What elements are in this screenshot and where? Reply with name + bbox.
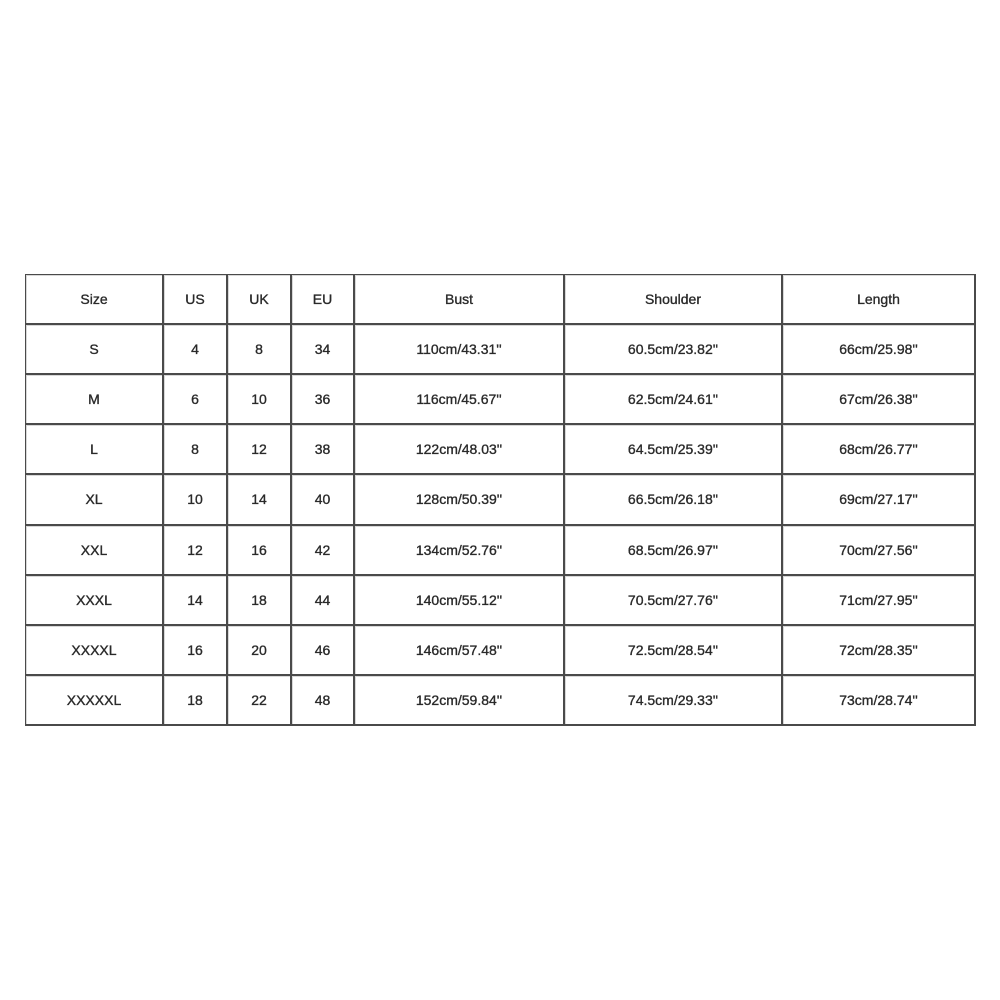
cell-length: 71cm/27.95'' bbox=[783, 576, 976, 626]
table-row bbox=[26, 626, 976, 676]
cell-size: M bbox=[26, 375, 164, 425]
size-chart-table bbox=[25, 274, 976, 726]
cell-us: 16 bbox=[164, 626, 228, 676]
cell-size: L bbox=[26, 425, 164, 475]
cell-bust: 128cm/50.39'' bbox=[355, 475, 565, 525]
cell-us: 14 bbox=[164, 576, 228, 626]
header-bust: Bust bbox=[355, 275, 565, 325]
cell-shoulder: 60.5cm/23.82'' bbox=[565, 325, 783, 375]
cell-uk: 20 bbox=[228, 626, 292, 676]
header-row bbox=[26, 275, 976, 325]
cell-eu: 40 bbox=[292, 475, 355, 525]
cell-us: 6 bbox=[164, 375, 228, 425]
cell-eu: 38 bbox=[292, 425, 355, 475]
cell-uk: 8 bbox=[228, 325, 292, 375]
header-uk: UK bbox=[228, 275, 292, 325]
cell-shoulder: 72.5cm/28.54'' bbox=[565, 626, 783, 676]
cell-size: XXL bbox=[26, 526, 164, 576]
cell-bust: 152cm/59.84'' bbox=[355, 676, 565, 726]
cell-size: XXXXL bbox=[26, 626, 164, 676]
cell-bust: 140cm/55.12'' bbox=[355, 576, 565, 626]
cell-shoulder: 62.5cm/24.61'' bbox=[565, 375, 783, 425]
table-row bbox=[26, 576, 976, 626]
table-row bbox=[26, 325, 976, 375]
table-row bbox=[26, 375, 976, 425]
cell-length: 72cm/28.35'' bbox=[783, 626, 976, 676]
cell-size: XL bbox=[26, 475, 164, 525]
header-shoulder: Shoulder bbox=[565, 275, 783, 325]
cell-length: 69cm/27.17'' bbox=[783, 475, 976, 525]
cell-eu: 44 bbox=[292, 576, 355, 626]
cell-us: 10 bbox=[164, 475, 228, 525]
header-size: Size bbox=[26, 275, 164, 325]
cell-bust: 134cm/52.76'' bbox=[355, 526, 565, 576]
cell-length: 68cm/26.77'' bbox=[783, 425, 976, 475]
header-length: Length bbox=[783, 275, 976, 325]
table-row bbox=[26, 676, 976, 726]
cell-bust: 116cm/45.67'' bbox=[355, 375, 565, 425]
cell-eu: 36 bbox=[292, 375, 355, 425]
cell-eu: 42 bbox=[292, 526, 355, 576]
cell-us: 4 bbox=[164, 325, 228, 375]
cell-size: S bbox=[26, 325, 164, 375]
cell-uk: 18 bbox=[228, 576, 292, 626]
cell-size: XXXXXL bbox=[26, 676, 164, 726]
table-row bbox=[26, 425, 976, 475]
cell-uk: 12 bbox=[228, 425, 292, 475]
cell-uk: 16 bbox=[228, 526, 292, 576]
cell-eu: 46 bbox=[292, 626, 355, 676]
cell-shoulder: 74.5cm/29.33'' bbox=[565, 676, 783, 726]
cell-us: 12 bbox=[164, 526, 228, 576]
cell-bust: 122cm/48.03'' bbox=[355, 425, 565, 475]
table-row bbox=[26, 475, 976, 525]
table-row bbox=[26, 526, 976, 576]
cell-length: 70cm/27.56'' bbox=[783, 526, 976, 576]
cell-size: XXXL bbox=[26, 576, 164, 626]
cell-uk: 10 bbox=[228, 375, 292, 425]
cell-shoulder: 70.5cm/27.76'' bbox=[565, 576, 783, 626]
cell-length: 67cm/26.38'' bbox=[783, 375, 976, 425]
cell-bust: 146cm/57.48'' bbox=[355, 626, 565, 676]
header-eu: EU bbox=[292, 275, 355, 325]
cell-length: 73cm/28.74'' bbox=[783, 676, 976, 726]
cell-uk: 14 bbox=[228, 475, 292, 525]
header-us: US bbox=[164, 275, 228, 325]
cell-uk: 22 bbox=[228, 676, 292, 726]
cell-eu: 48 bbox=[292, 676, 355, 726]
cell-shoulder: 66.5cm/26.18'' bbox=[565, 475, 783, 525]
cell-shoulder: 68.5cm/26.97'' bbox=[565, 526, 783, 576]
cell-us: 18 bbox=[164, 676, 228, 726]
cell-length: 66cm/25.98'' bbox=[783, 325, 976, 375]
cell-us: 8 bbox=[164, 425, 228, 475]
cell-bust: 110cm/43.31'' bbox=[355, 325, 565, 375]
cell-shoulder: 64.5cm/25.39'' bbox=[565, 425, 783, 475]
cell-eu: 34 bbox=[292, 325, 355, 375]
